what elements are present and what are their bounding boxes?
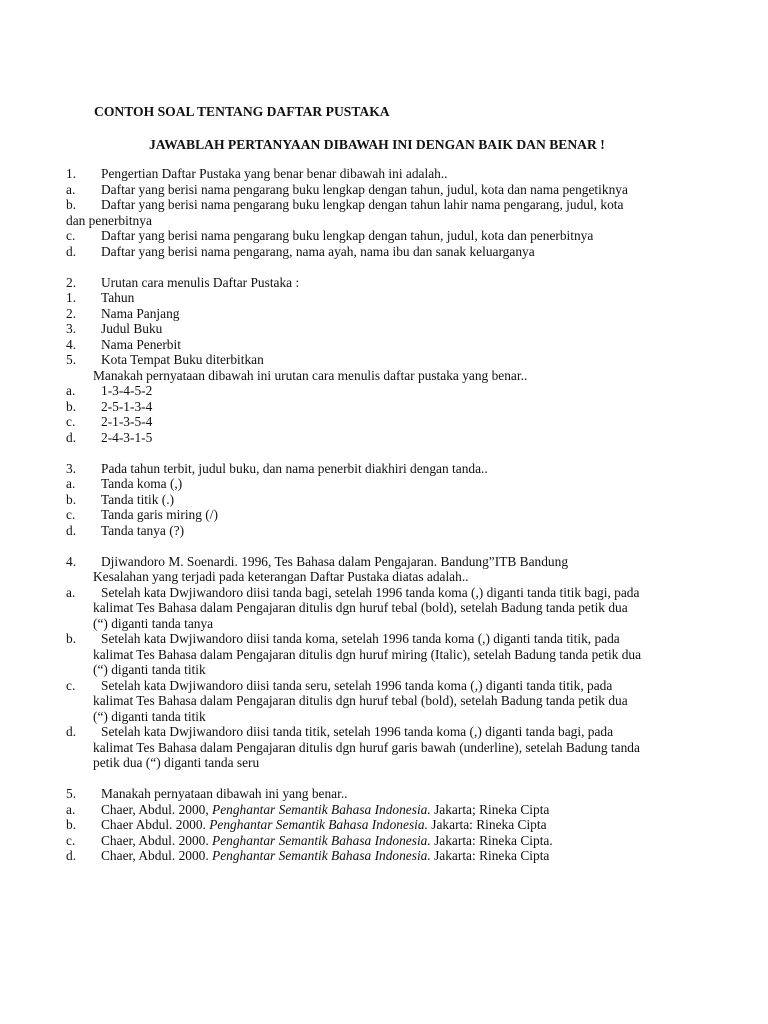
spacer	[66, 771, 676, 787]
option-text-continued: petik dua (“) diganti tanda seru	[93, 755, 260, 770]
option-c	[66, 833, 676, 849]
option-d	[66, 244, 676, 260]
option-text: Daftar yang berisi nama pengarang buku lengkap dengan tahun, judul, kota dan nama pengetiknya	[101, 181, 628, 197]
option-text: Setelah kata Dwjiwandoro diisi tanda seru, setelah 1996 tanda koma (,) diganti tanda titik, pada	[101, 677, 613, 693]
question-list	[66, 166, 676, 864]
question-text: Manakah pernyataan dibawah ini yang benar..	[101, 786, 348, 801]
question-text: Urutan cara menulis Daftar Pustaka :	[101, 274, 300, 290]
option-label: b.	[66, 817, 77, 832]
option-text: 1-3-4-5-2	[101, 383, 153, 398]
option-a	[66, 802, 676, 818]
question-number: 3.	[66, 460, 77, 476]
option-text: Daftar yang berisi nama pengarang buku lengkap dengan tahun, judul, kota dan penerbitnya	[101, 228, 594, 243]
step-text: Tahun	[101, 290, 135, 305]
citation-author: Chaer, Abdul. 2000.	[101, 832, 213, 848]
option-text: Setelah kata Dwjiwandoro diisi tanda bagi, setelah 1996 tanda koma (,) diganti tanda titik bagi, pada	[101, 584, 640, 600]
option-text-continued: dan penerbitnya	[66, 212, 152, 228]
citation-author: Chaer Abdul. 2000.	[101, 817, 210, 832]
citation-author: Chaer, Abdul. 2000.	[101, 848, 213, 863]
option-text: Tanda tanya (?)	[101, 522, 185, 538]
question-5	[66, 786, 676, 802]
question-number: 5.	[66, 786, 77, 801]
citation-book-title: Penghantar Semantik Bahasa Indonesia.	[212, 801, 431, 817]
option-label: c.	[66, 677, 76, 693]
option-c	[66, 414, 676, 430]
option-text-continued: kalimat Tes Bahasa dalam Pengajaran ditulis dgn huruf tebal (bold), setelah Badung tanda petik dua	[93, 600, 628, 615]
option-b	[66, 817, 676, 833]
option-label: b.	[66, 197, 77, 212]
step-2	[66, 306, 676, 322]
option-label: d.	[66, 848, 77, 863]
step-label: 4.	[66, 336, 77, 352]
citation-author: Chaer, Abdul. 2000,	[101, 801, 213, 817]
step-label: 2.	[66, 305, 77, 321]
option-label: c.	[66, 228, 76, 243]
option-label: c.	[66, 507, 76, 522]
option-text: Tanda titik (.)	[101, 491, 175, 507]
option-text-continued: (“) diganti tanda tanya	[93, 615, 214, 631]
citation-book-title: Penghantar Semantik Bahasa Indonesia.	[212, 848, 431, 863]
step-label: 3.	[66, 321, 77, 336]
question-prompt: Manakah pernyataan dibawah ini urutan cara menulis daftar pustaka yang benar..	[93, 367, 528, 383]
option-b-continued	[66, 213, 676, 229]
option-text	[101, 802, 549, 818]
step-4	[66, 337, 676, 353]
option-label: a.	[66, 801, 76, 817]
option-label: a.	[66, 476, 76, 491]
option-label: c.	[66, 414, 76, 429]
step-label: 1.	[66, 290, 77, 305]
option-a	[66, 476, 676, 492]
option-text-continued: (“) diganti tanda titik	[93, 662, 206, 677]
option-b	[66, 399, 676, 415]
option-text	[101, 848, 549, 864]
option-text: 2-4-3-1-5	[101, 429, 153, 445]
option-label: a.	[66, 383, 76, 398]
question-prompt: Kesalahan yang terjadi pada keterangan Daftar Pustaka diatas adalah..	[93, 569, 469, 584]
option-d	[66, 430, 676, 446]
citation-publisher: Jakarta: Rineka Cipta	[427, 817, 547, 832]
question-number: 1.	[66, 166, 77, 181]
option-text	[101, 817, 547, 833]
spacer	[66, 445, 676, 461]
option-text: Tanda koma (,)	[101, 476, 183, 491]
option-c	[66, 507, 676, 523]
option-text: Setelah kata Dwjiwandoro diisi tanda koma, setelah 1996 tanda koma (,) diganti tanda titik, pada	[101, 631, 620, 646]
option-text: 2-1-3-5-4	[101, 414, 153, 429]
option-c	[66, 678, 676, 694]
option-label: a.	[66, 584, 76, 600]
citation-book-title: Penghantar Semantik Bahasa Indonesia.	[209, 817, 428, 832]
question-text: Djiwandoro M. Soenardi. 1996, Tes Bahasa dalam Pengajaran. Bandung”ITB Bandung	[101, 553, 569, 569]
step-label: 5.	[66, 352, 77, 367]
option-a	[66, 182, 676, 198]
option-text-continued: kalimat Tes Bahasa dalam Pengajaran ditulis dgn huruf tebal (bold), setelah Badung tanda petik dua	[93, 693, 628, 708]
option-text: Setelah kata Dwjiwandoro diisi tanda titik, setelah 1996 tanda koma (,) diganti tanda bagi, pada	[101, 724, 614, 739]
option-text-continued: kalimat Tes Bahasa dalam Pengajaran ditulis dgn huruf garis bawah (underline), setelah Badung tanda	[93, 739, 640, 755]
step-text: Kota Tempat Buku diterbitkan	[101, 352, 264, 367]
option-text: Daftar yang berisi nama pengarang, nama ayah, nama ibu dan sanak keluarganya	[101, 243, 535, 259]
question-1	[66, 166, 676, 182]
option-label: d.	[66, 724, 77, 739]
step-text: Judul Buku	[101, 321, 163, 336]
option-b	[66, 492, 676, 508]
question-number: 4.	[66, 553, 77, 569]
option-label: d.	[66, 429, 77, 445]
option-label: d.	[66, 522, 77, 538]
option-d	[66, 848, 676, 864]
citation-publisher: Jakarta: Rineka Cipta.	[430, 832, 553, 848]
step-text: Nama Panjang	[101, 305, 180, 321]
option-label: b.	[66, 398, 77, 414]
option-label: b.	[66, 631, 77, 646]
document-title: CONTOH SOAL TENTANG DAFTAR PUSTAKA	[94, 104, 390, 119]
option-text-continued: (“) diganti tanda titik	[93, 708, 206, 724]
question-text: Pengertian Daftar Pustaka yang benar benar dibawah ini adalah..	[101, 166, 448, 181]
document-instruction: JAWABLAH PERTANYAAN DIBAWAH INI DENGAN BAIK DAN BENAR !	[149, 137, 605, 152]
question-number: 2.	[66, 274, 77, 290]
option-label: b.	[66, 491, 77, 507]
question-4	[66, 554, 676, 570]
option-b	[66, 197, 676, 213]
step-text: Nama Penerbit	[101, 336, 181, 352]
option-b	[66, 631, 676, 647]
option-a	[66, 585, 676, 601]
step-5	[66, 352, 676, 368]
option-label: d.	[66, 243, 77, 259]
step-3	[66, 321, 676, 337]
option-text: Tanda garis miring (/)	[101, 507, 218, 522]
option-text	[101, 833, 553, 849]
citation-book-title: Penghantar Semantik Bahasa Indonesia.	[212, 832, 431, 848]
option-a	[66, 383, 676, 399]
question-text: Pada tahun terbit, judul buku, dan nama penerbit diakhiri dengan tanda..	[101, 460, 488, 476]
option-c	[66, 228, 676, 244]
option-label: a.	[66, 181, 76, 197]
question-3	[66, 461, 676, 477]
option-d	[66, 523, 676, 539]
citation-publisher: Jakarta; Rineka Cipta	[430, 801, 550, 817]
option-text: Daftar yang berisi nama pengarang buku lengkap dengan tahun lahir nama pengarang, judul, kota	[101, 197, 624, 212]
spacer	[66, 259, 676, 275]
spacer	[66, 538, 676, 554]
option-label: c.	[66, 832, 76, 848]
option-text: 2-5-1-3-4	[101, 398, 153, 414]
citation-publisher: Jakarta: Rineka Cipta	[430, 848, 550, 863]
step-1	[66, 290, 676, 306]
option-text-continued: kalimat Tes Bahasa dalam Pengajaran ditulis dgn huruf miring (Italic), setelah Badung tanda petik dua	[93, 646, 642, 662]
question-2	[66, 275, 676, 291]
option-d	[66, 724, 676, 740]
